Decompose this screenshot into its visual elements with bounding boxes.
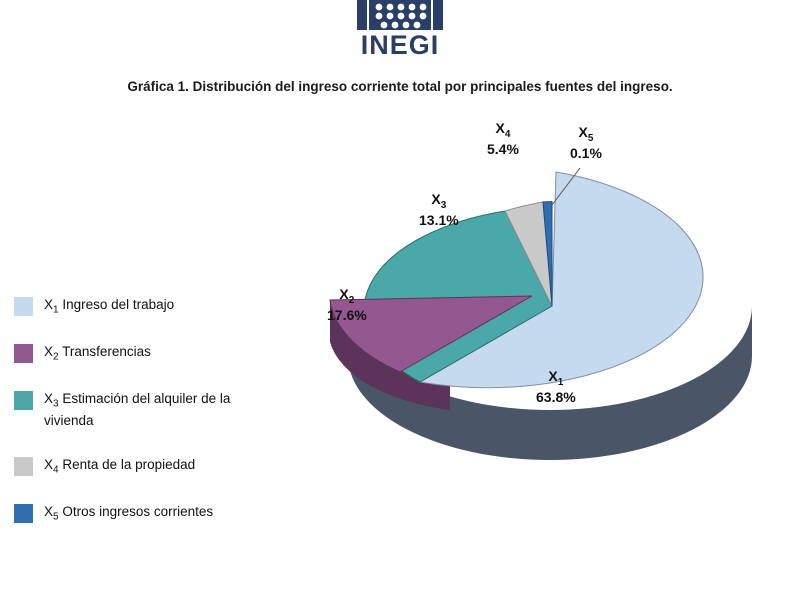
chart-legend — [14, 296, 314, 550]
pie-chart — [300, 110, 800, 580]
legend-swatch-x2 — [14, 344, 33, 363]
slice-value-x3: 13.1% — [419, 211, 459, 228]
brand-name: INEGI — [360, 30, 440, 60]
legend-text-x4: Renta de la propiedad — [62, 456, 196, 472]
legend-label-x5: $X_5$ Otros ingresos corrientes — [44, 503, 214, 523]
slice-label-x4: $X_4$ 5.4% — [487, 120, 519, 157]
slice-label-x5: $X_5$ 0.1% — [570, 124, 602, 161]
legend-item-x4[interactable] — [14, 456, 314, 477]
slice-subscript-x3: 3 — [440, 199, 447, 211]
slice-subscript-x5: 5 — [587, 132, 594, 144]
legend-subscript-x4: 4 — [53, 464, 59, 476]
chart-title: Gráfica 1. Distribución del ingreso corriente total por principales fuentes del ingreso. — [127, 79, 673, 94]
slice-subscript-x1: 1 — [557, 376, 564, 388]
pie-slices — [330, 172, 703, 388]
legend-label-x1: $X_1$ Ingreso del trabajo — [44, 297, 175, 316]
slice-label-x1: $X_1$ 63.8% — [536, 368, 576, 405]
slice-value-x4: 5.4% — [487, 140, 519, 157]
legend-item-x5[interactable] — [14, 503, 314, 524]
brand-header — [0, 0, 800, 70]
slice-subscript-x2: 2 — [348, 294, 355, 306]
legend-item-x1[interactable] — [14, 296, 314, 317]
slice-value-x1: 63.8% — [536, 388, 576, 405]
legend-text-x1: Ingreso del trabajo — [62, 297, 175, 312]
legend-label-x3: $X_3$ Estimación del alquiler de la vivienda — [44, 391, 231, 428]
slice-label-x2: $X_2$ 17.6% — [327, 286, 367, 323]
legend-subscript-x1: 1 — [53, 304, 59, 316]
legend-subscript-x5: 5 — [53, 511, 59, 523]
legend-swatch-x4 — [14, 457, 33, 476]
legend-text-x5: Otros ingresos corrientes — [62, 503, 214, 519]
legend-swatch-x1 — [14, 297, 33, 316]
legend-swatch-x5 — [14, 504, 33, 523]
legend-item-x2[interactable] — [14, 343, 314, 364]
legend-subscript-x3: 3 — [53, 399, 59, 411]
slice-subscript-x4: 4 — [504, 128, 511, 140]
legend-label-x2: $X_2$ Transferencias — [44, 344, 151, 363]
legend-swatch-x3 — [14, 391, 33, 410]
legend-label-x4: $X_4$ Renta de la propiedad — [44, 456, 196, 476]
legend-text-x2: Transferencias — [62, 344, 151, 360]
inegi-dots-logo-icon — [357, 0, 443, 30]
pie-chart-svg — [300, 110, 800, 580]
slice-value-x5: 0.1% — [570, 144, 602, 161]
legend-subscript-x2: 2 — [53, 351, 59, 363]
slice-value-x2: 17.6% — [327, 306, 367, 323]
slice-label-x3: $X_3$ 13.1% — [419, 191, 459, 228]
legend-item-x3[interactable] — [14, 390, 314, 429]
legend-text-x3: Estimación del alquiler de la vivienda — [44, 391, 231, 428]
